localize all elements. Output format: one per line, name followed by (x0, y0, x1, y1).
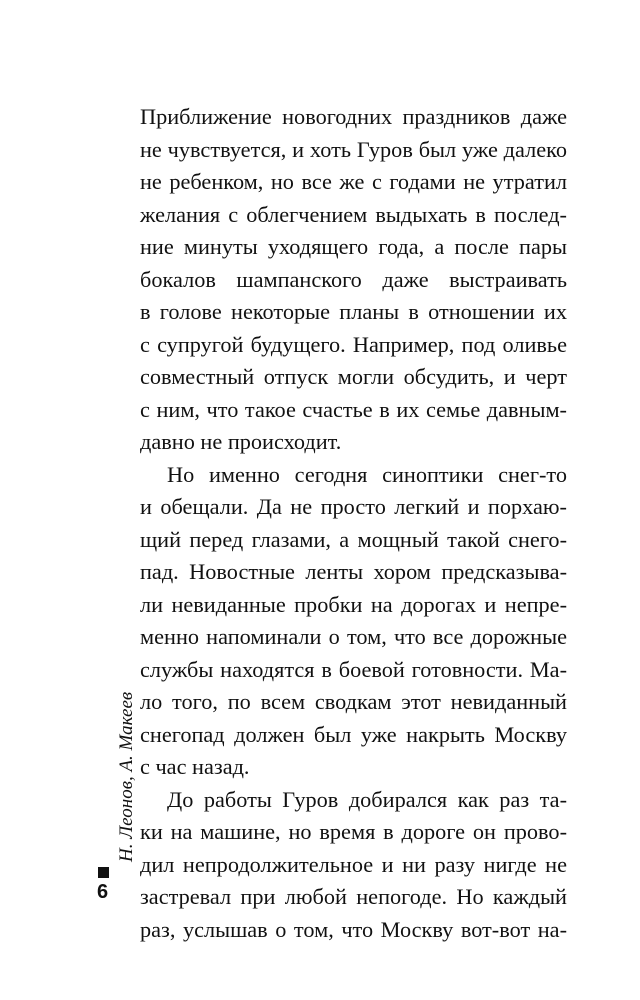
running-head-authors: Н. Леонов, А. Макеев (116, 691, 137, 862)
text-line: не чувствуется, и хоть Гуров был уже далеко (140, 136, 567, 162)
text-line: ло того, по всем сводкам этот невиданный (140, 689, 567, 714)
black-square-icon (98, 867, 109, 878)
paragraph-end-line: с час назад. (140, 754, 250, 779)
text-line: в голове некоторые планы в отношении их (140, 299, 567, 324)
text-line: застревал при любой непогоде. Но каждый (140, 884, 567, 909)
text-line: и обещали. Да не просто легкий и порхаю- (140, 494, 567, 519)
text-line: совместный отпуск могли обсудить, и черт (140, 364, 567, 389)
page-number: 6 (97, 881, 109, 903)
text-line: менно напоминали о том, что все дорожные (140, 624, 567, 649)
text-line: снегопад должен был уже накрыть Москву (140, 721, 567, 747)
paragraph-start-line: Но именно сегодня синоптики снег-то (167, 461, 567, 487)
paragraph-end-line: давно не происходит. (140, 429, 342, 454)
text-line: желания с облегчением выдыхать в послед- (140, 201, 567, 227)
text-line: службы находятся в боевой готовности. Ма- (140, 656, 567, 682)
text-line: с супругой будущего. Например, под оливье (140, 331, 567, 357)
text-line: не ребенком, но все же с годами не утратил (140, 169, 567, 194)
text-line: бокалов шампанского даже выстраивать (140, 266, 567, 292)
text-line: щий перед глазами, а мощный такой снего- (140, 526, 567, 552)
text-line: пад. Новостные ленты хором предсказыва- (140, 559, 567, 584)
text-line: дил непродолжительное и ни разу нигде не (140, 851, 567, 877)
body-text (140, 101, 567, 946)
text-line: ки на машине, но время в дороге он прово- (140, 819, 567, 844)
text-line: ние минуты уходящего года, а после пары (140, 234, 567, 259)
text-line: ли невиданные пробки на дорогах и непре- (140, 591, 567, 617)
paragraph-start-line: До работы Гуров добирался как раз та- (167, 786, 567, 812)
text-line: раз, услышав о том, что Москву вот-вот на- (140, 916, 567, 942)
text-line: Приближение новогодних праздников даже (140, 104, 567, 129)
text-line: с ним, что такое счастье в их семье давным- (140, 396, 567, 422)
